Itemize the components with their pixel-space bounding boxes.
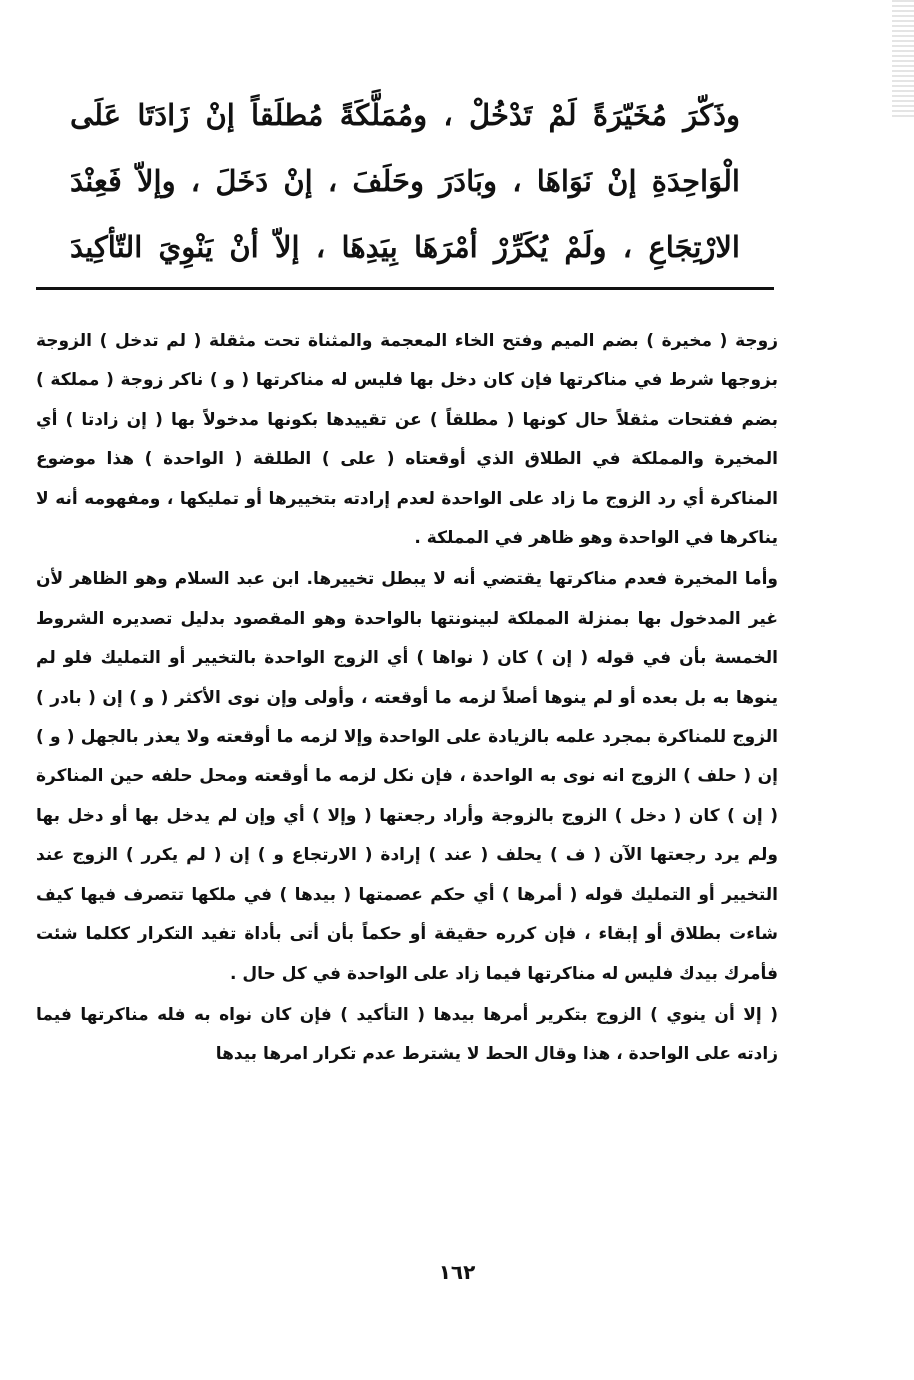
commentary-paragraph: ( إلا أن ينوي ) الزوج بتكرير أمرها بيدها ( التأكيد ) فإن كان نواه به فله مناكرتها فيما زادته على الواحدة ، هذا وقال الحط لا يشترط عدم تكرار امرها بيدها [36, 1004, 778, 1065]
verse-line: الْوَاحِدَةِ إنْ نَوَاهَا ، وبَادَرَ وحَلَفَ ، إنْ دَخَلَ ، وإلاّ فَعِنْدَ [70, 164, 740, 198]
section-divider [36, 287, 774, 290]
page-number: ١٦٢ [438, 1260, 476, 1284]
commentary-text [36, 322, 778, 1075]
scan-edge-noise [892, 0, 914, 120]
verse-line: وذَكّرَ مُخَيّرَةً لَمْ تَدْخُلْ ، ومُمَلَّكَةً مُطلَقاً إنْ زَادَتَا عَلَى [70, 98, 740, 132]
matn-verse [70, 82, 740, 280]
commentary-paragraph: وأما المخيرة فعدم مناكرتها يقتضي أنه لا يبطل تخييرها. ابن عبد السلام وهو الظاهر لأن غير المدخول بها بمنزلة المملكة لبينونتها بالواحدة وهو المقصود بدليل تصديره الشروط الخمسة بأن في قوله ( إن ) كان ( نواها ) أي الزوج الواحدة بالتخيير أو التمليك فلو لم ينوها به بل بعده أو لم ينوها أصلاً لزمه ما أوقعته ، وأولى وإن نوى الأكثر ( و ) إن ( بادر ) الزوج للمناكرة بمجرد علمه بالزيادة على الواحدة وإلا لزمه ما أوقعته ولا يعذر بالجهل ( و ) إن ( حلف ) الزوج انه نوى به الواحدة ، فإن نكل لزمه ما أوقعته ومحل حلفه حين المناكرة ( إن ) كان ( دخل ) الزوج بالزوجة وأراد رجعتها ( وإلا ) أي وإن لم يدخل بها أو دخل بها ولم يرد رجعتها الآن ( ف ) يحلف ( عند ) إرادة ( الارتجاع و ) إن ( لم يكرر ) الزوج عند التخيير أو التمليك قوله ( أمرها ) أي حكم عصمتها ( بيدها ) في ملكها تتصرف فيها كيف شاءت بطلاق أو إبقاء ، فإن كرره حقيقة أو حكماً بأن أتى بأداة تفيد التكرار ككلما شئت فأمرك بيدك فليس له مناكرتها فيما زاد على الواحدة في كل حال . [36, 569, 778, 984]
commentary-paragraph: زوجة ( مخيرة ) بضم الميم وفتح الخاء المعجمة والمثناة تحت مثقلة ( لم تدخل ) الزوجة بزوجها شرط في مناكرتها فإن كان دخل بها فليس له مناكرتها ( و ) ناكر زوجة ( مملكة ) بضم ففتحات مثقلاً حال كونها ( مطلقاً ) عن تقييدها بكونها مدخولاً بها ( إن زادتا ) أي المخيرة والمملكة في الطلاق الذي أوقعتاه ( على ) الطلقة ( الواحدة ) هذا موضوع المناكرة أي رد الزوج ما زاد على الواحدة لعدم إرادته بتخييرها أو تمليكها ، ومفهومه أنه لا يناكرها في الواحدة وهو ظاهر في المملكة . [36, 331, 778, 549]
verse-line: الارْتِجَاعِ ، ولَمْ يُكَرِّرْ أمْرَهَا بِيَدِهَا ، إلاّ أنْ يَنْوِيَ التّأكِيدَ [70, 230, 740, 264]
